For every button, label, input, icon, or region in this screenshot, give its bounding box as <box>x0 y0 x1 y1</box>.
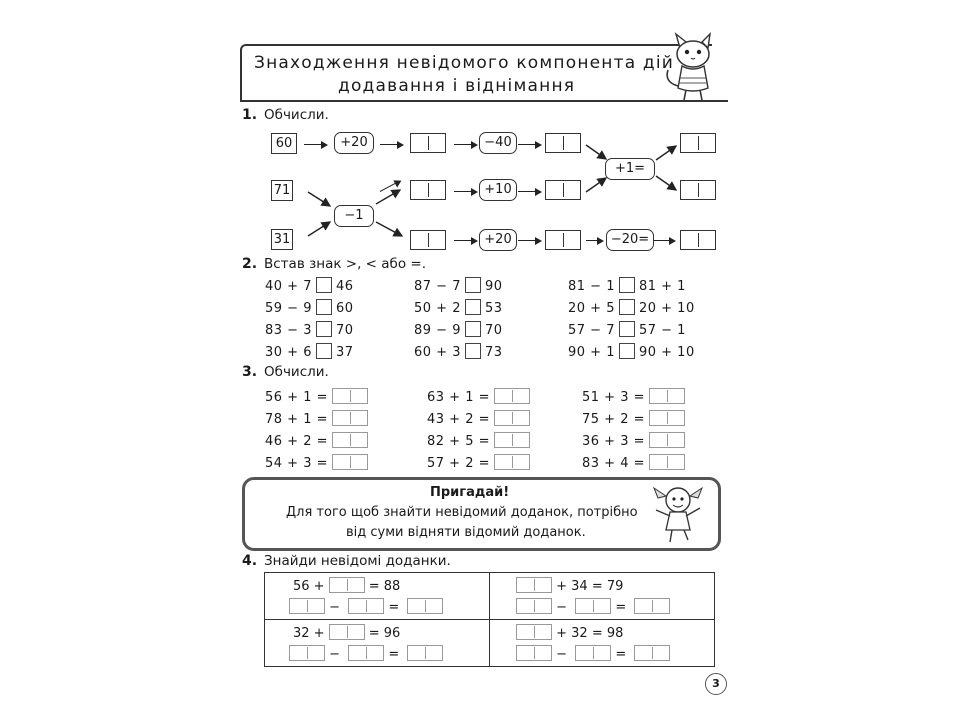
answer-box[interactable] <box>516 645 552 661</box>
reminder-heading: Пригадай! <box>430 485 510 500</box>
compare-row: 60 + 3 73 <box>414 345 503 360</box>
operation-plus-20-second: +20 <box>479 229 517 251</box>
unknown-addends-table <box>264 572 715 667</box>
answer-box[interactable] <box>494 432 530 448</box>
answer-box[interactable] <box>649 410 685 426</box>
diagram-diagonal-arrows <box>300 130 690 250</box>
sign-box[interactable] <box>316 343 332 359</box>
operation-plus-20: +20 <box>334 132 374 154</box>
sum-row: 43 + 2 = <box>427 410 530 427</box>
sign-box[interactable] <box>316 299 332 315</box>
task2-label: Встав знак >, < або =. <box>264 256 427 272</box>
title-line-2: додавання і віднімання <box>338 76 576 96</box>
answer-box[interactable] <box>494 410 530 426</box>
compare-row: 40 + 7 46 <box>265 279 354 294</box>
answer-box[interactable] <box>332 410 368 426</box>
sign-box[interactable] <box>316 321 332 337</box>
answer-box[interactable] <box>329 624 365 640</box>
sum-row: 63 + 1 = <box>427 388 530 405</box>
compare-row: 57 − 7 57 − 1 <box>568 323 686 338</box>
sum-row: 36 + 3 = <box>582 432 685 449</box>
compare-row: 89 − 9 70 <box>414 323 503 338</box>
answer-box[interactable] <box>649 454 685 470</box>
sum-row: 83 + 4 = <box>582 454 685 471</box>
start-number-31: 31 <box>271 229 293 250</box>
table-cell: + 32 = 98 − = <box>490 620 715 667</box>
answer-box[interactable] <box>649 432 685 448</box>
table-cell: 56 + = 88 − = <box>265 573 490 620</box>
answer-box[interactable] <box>289 598 325 614</box>
answer-box[interactable] <box>494 388 530 404</box>
title-underline <box>240 100 728 102</box>
task2-number: 2. <box>242 256 258 272</box>
compare-row: 59 − 9 60 <box>265 301 354 316</box>
sign-box[interactable] <box>465 299 481 315</box>
sign-box[interactable] <box>465 321 481 337</box>
answer-box[interactable] <box>634 645 670 661</box>
start-number-71: 71 <box>271 180 293 201</box>
operation-minus-1: −1 <box>334 205 374 227</box>
cat-mascot-illustration <box>662 30 722 102</box>
sum-row: 78 + 1 = <box>265 410 368 427</box>
answer-box[interactable] <box>634 598 670 614</box>
compare-row: 50 + 2 53 <box>414 301 503 316</box>
table-cell: 32 + = 96 − = <box>265 620 490 667</box>
task1-number: 1. <box>242 107 258 123</box>
sum-row: 51 + 3 = <box>582 388 685 405</box>
task3-number: 3. <box>242 364 258 380</box>
task3-label: Обчисли. <box>264 364 329 380</box>
answer-box[interactable] <box>516 624 552 640</box>
start-number-60: 60 <box>271 133 297 154</box>
sign-box[interactable] <box>619 321 635 337</box>
sum-row: 46 + 2 = <box>265 432 368 449</box>
reminder-line-2: від суми відняти відомий доданок. <box>346 525 586 540</box>
answer-box[interactable] <box>575 598 611 614</box>
operation-minus-20-equals: −20= <box>606 229 654 251</box>
compare-row: 87 − 7 90 <box>414 279 503 294</box>
task4-label: Знайди невідомі доданки. <box>264 553 451 569</box>
answer-box[interactable] <box>329 577 365 593</box>
page-number: 3 <box>705 673 727 695</box>
task4-number: 4. <box>242 553 258 569</box>
sum-row: 56 + 1 = <box>265 388 368 405</box>
sum-row: 57 + 2 = <box>427 454 530 471</box>
compare-row: 20 + 5 20 + 10 <box>568 301 695 316</box>
answer-box[interactable] <box>348 598 384 614</box>
reminder-line-1: Для того щоб знайти невідомий доданок, потрібно <box>286 505 638 520</box>
task1-label: Обчисли. <box>264 107 329 123</box>
sign-box[interactable] <box>465 343 481 359</box>
answer-box[interactable] <box>575 645 611 661</box>
operation-minus-40: −40 <box>479 132 517 154</box>
answer-box[interactable] <box>407 598 443 614</box>
sum-row: 82 + 5 = <box>427 432 530 449</box>
answer-box[interactable] <box>332 388 368 404</box>
sign-box[interactable] <box>465 277 481 293</box>
sum-row: 75 + 2 = <box>582 410 685 427</box>
operation-plus-10: +10 <box>479 179 517 201</box>
girl-illustration <box>644 480 712 546</box>
sum-row: 54 + 3 = <box>265 454 368 471</box>
answer-box[interactable] <box>494 454 530 470</box>
answer-box[interactable] <box>348 645 384 661</box>
sign-box[interactable] <box>619 343 635 359</box>
operation-plus-1-equals: +1= <box>605 158 655 180</box>
compare-row: 30 + 6 37 <box>265 345 354 360</box>
answer-box[interactable] <box>332 454 368 470</box>
answer-box[interactable] <box>516 577 552 593</box>
title-line-1: Знаходження невідомого компонента дій <box>254 53 675 73</box>
compare-row: 83 − 3 70 <box>265 323 354 338</box>
answer-box[interactable] <box>407 645 443 661</box>
answer-box[interactable] <box>516 598 552 614</box>
sign-box[interactable] <box>316 277 332 293</box>
compare-row: 90 + 1 90 + 10 <box>568 345 695 360</box>
table-cell: + 34 = 79 − = <box>490 573 715 620</box>
sign-box[interactable] <box>619 299 635 315</box>
sign-box[interactable] <box>619 277 635 293</box>
compare-row: 81 − 1 81 + 1 <box>568 279 686 294</box>
answer-box[interactable] <box>649 388 685 404</box>
answer-box[interactable] <box>289 645 325 661</box>
answer-box[interactable] <box>332 432 368 448</box>
